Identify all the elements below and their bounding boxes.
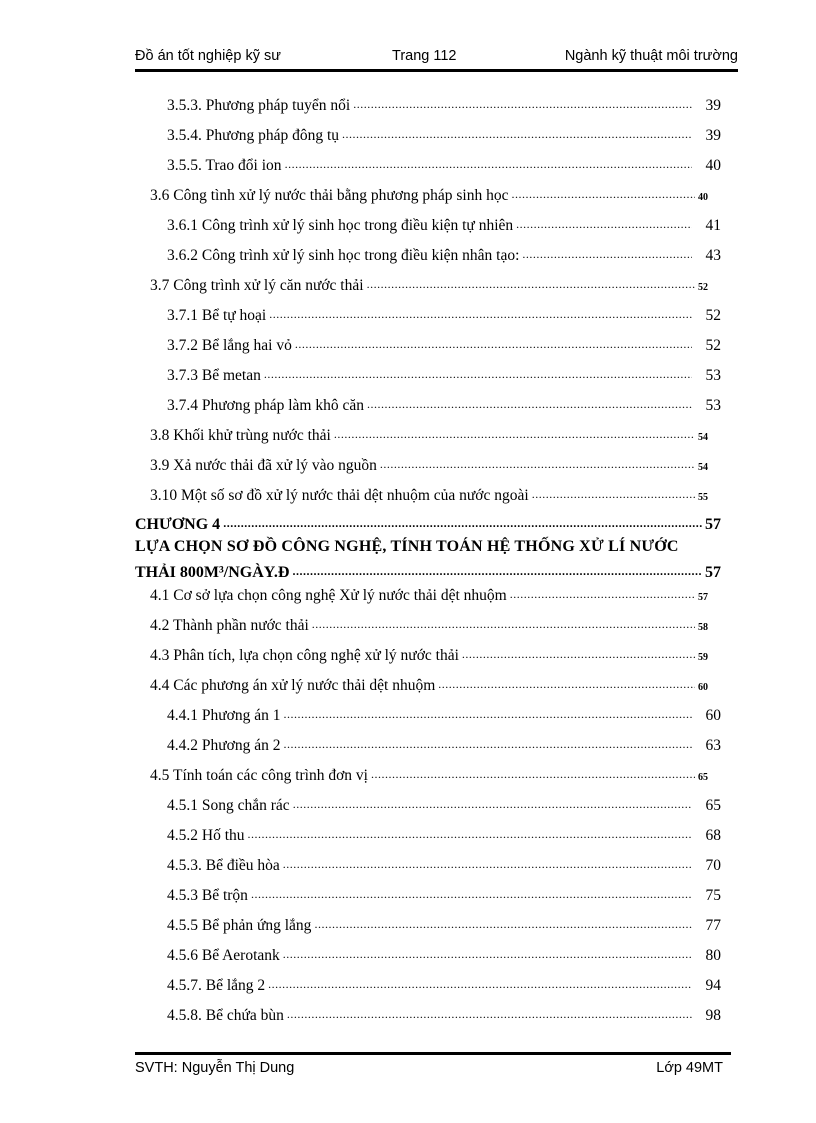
toc-chapter-heading-line1: LỰA CHỌN SƠ ĐỒ CÔNG NGHỆ, TÍNH TOÁN HỆ THỐNG XỬ LÍ NƯỚC [135,538,679,555]
toc-title: 3.6.1 Công trình xử lý sinh học trong điều kiện tự nhiên [167,216,514,234]
toc-title: 4.5.1 Song chắn rác [167,796,290,814]
toc-entry [167,914,721,936]
toc-page: 98 [705,1006,721,1024]
toc-page: 58 [698,621,708,633]
toc-title: 4.5.5 Bể phản ứng lắng [167,916,312,934]
toc-page: 59 [698,651,708,663]
toc-page: 41 [705,216,721,234]
toc-entry [150,674,708,696]
toc-entry [150,184,708,206]
toc-title: 3.7.1 Bể tự hoại [167,306,267,324]
toc-entry [167,244,721,266]
toc-page: 65 [705,796,721,814]
footer-divider [135,1052,731,1055]
toc-page: 80 [705,946,721,964]
toc-title: 4.5.7. Bể lắng 2 [167,976,266,994]
page-footer [135,1052,731,1076]
toc-entry [167,824,721,846]
toc-page: 39 [705,126,721,144]
toc-page: 57 [705,516,721,533]
toc-entry [167,704,721,726]
footer-class: Lớp 49MT [656,1060,723,1076]
toc-page: 63 [705,736,721,754]
toc-title: 3.10 Một số sơ đồ xử lý nước thải dệt nhuộm của nước ngoài [150,486,529,504]
toc-entry [150,274,708,296]
toc-page: 54 [698,461,708,473]
toc-page: 53 [705,366,721,384]
toc-title: 3.5.5. Trao đổi ion [167,156,282,174]
toc-chapter-entry [135,561,721,583]
toc-entry [167,794,721,816]
toc-page: 40 [705,156,721,174]
toc-entry [150,764,708,786]
toc-entry [150,614,708,636]
toc-entry [167,974,721,996]
toc-page: 57 [698,591,708,603]
toc-title: 3.9 Xả nước thải đã xử lý vào nguồn [150,456,377,474]
toc-title: 4.5.6 Bể Aerotank [167,946,280,964]
toc-page: 39 [705,96,721,114]
toc-page: 55 [698,491,708,503]
toc-page: 43 [705,246,721,264]
toc-entry [167,884,721,906]
page-header [135,46,738,70]
toc-title: 3.6 Công tình xử lý nước thải bằng phương pháp sinh học [150,186,509,204]
toc-title: 3.7 Công trình xử lý căn nước thải [150,276,364,294]
toc-title: 3.7.3 Bể metan [167,366,261,384]
toc-title: 3.6.2 Công trình xử lý sinh học trong điều kiện nhân tạo: [167,246,520,264]
header-divider [135,69,738,72]
toc-entry [167,334,721,356]
toc-entry [167,854,721,876]
toc-title: 3.5.4. Phương pháp đông tụ [167,126,340,144]
toc-page: 52 [698,281,708,293]
toc-page: 94 [705,976,721,994]
toc-entry [150,454,708,476]
header-page-number: Trang 112 [392,48,457,64]
toc-title: 4.5 Tính toán các công trình đơn vị [150,766,368,784]
toc-title: 3.5.3. Phương pháp tuyển nổi [167,96,351,114]
toc-page: 57 [705,564,721,581]
header-major: Ngành kỹ thuật môi trường [564,48,738,64]
toc-entry [167,944,721,966]
toc-entry [167,304,721,326]
toc-entry [167,94,721,116]
toc-entry [167,154,721,176]
toc-chapter-heading-line2: THẢI 800M³/NGÀY.Đ [135,564,290,581]
toc-title: 4.5.3 Bể trộn [167,886,248,904]
toc-entry [167,734,721,756]
toc-title: 4.4 Các phương án xử lý nước thải dệt nhuộm [150,676,436,694]
toc-entry [150,424,708,446]
toc-title: 4.5.2 Hố thu [167,826,245,844]
toc-title: 4.4.2 Phương án 2 [167,736,281,754]
toc-page: 54 [698,431,708,443]
toc-title: 4.5.8. Bể chứa bùn [167,1006,284,1024]
toc-chapter-entry [135,513,721,535]
toc-page: 75 [705,886,721,904]
toc-page: 52 [705,306,721,324]
toc-page: 77 [705,916,721,934]
toc-chapter-title: CHƯƠNG 4 [135,516,221,533]
toc-entry [167,124,721,146]
toc-title: 4.4.1 Phương án 1 [167,706,281,724]
toc-entry [150,584,708,606]
toc-page: 70 [705,856,721,874]
toc-title: 3.8 Khối khử trùng nước thải [150,426,331,444]
toc-title: 4.5.3. Bể điều hòa [167,856,280,874]
toc-page: 68 [705,826,721,844]
toc-title: 4.3 Phân tích, lựa chọn công nghệ xử lý nước thải [150,646,459,664]
toc-page: 60 [705,706,721,724]
toc-page: 40 [698,191,708,203]
header-thesis-type: Đồ án tốt nghiệp kỹ sư [135,48,281,64]
toc-entry [167,214,721,236]
footer-student: SVTH: Nguyễn Thị Dung [135,1060,295,1076]
toc-title: 3.7.2 Bể lắng hai vỏ [167,336,292,354]
toc-entry [150,644,708,666]
toc-entry [150,484,708,506]
toc-entry [167,364,721,386]
toc-page: 53 [705,396,721,414]
toc-title: 3.7.4 Phương pháp làm khô căn [167,396,364,414]
toc-page: 60 [698,681,708,693]
toc-page: 52 [705,336,721,354]
toc-entry [167,394,721,416]
toc-title: 4.1 Cơ sở lựa chọn công nghệ Xử lý nước thải dệt nhuộm [150,586,507,604]
toc-title: 4.2 Thành phần nước thải [150,616,309,634]
toc-entry [167,1004,721,1026]
toc-page: 65 [698,771,708,783]
